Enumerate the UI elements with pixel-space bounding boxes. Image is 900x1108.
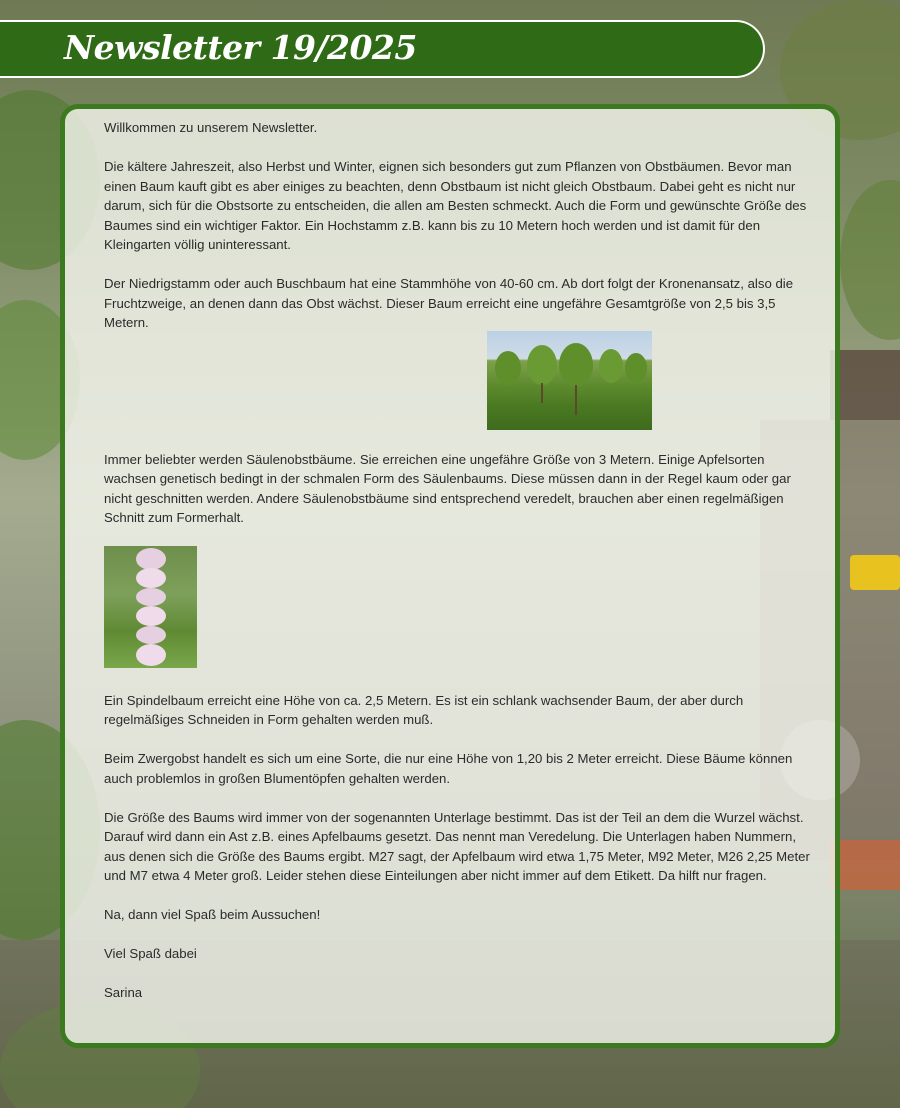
columnar-tree-photo (104, 546, 197, 668)
paragraph-buschbaum: Der Niedrigstamm oder auch Buschbaum hat eine Stammhöhe von 40-60 cm. Ab dort folgt der Kronenansatz, also die Fruchtzweige, an denen dann das Obst wächst. Dieser Baum erreicht eine ungefähre Gesamtgröße von 2,5 bis 3,5 Metern. (104, 276, 794, 330)
paragraph-zwergobst: Beim Zwergobst handelt es sich um eine Sorte, die nur eine Höhe von 1,20 bis 2 Meter erreicht. Diese Bäume können auch problemlos in großen Blumentöpfen gehalten werden. (104, 751, 793, 786)
paragraph-saeulenobst: Immer beliebter werden Säulenobstbäume. Sie erreichen eine ungefähre Größe von 3 Metern. Einige Apfelsorten wachsen genetisch bedingt in der schmalen Form des Säulenbaums. Diese müssen dann in der Regel kaum oder gar nicht geschnitten werden. Andere Säulenobstbäume sind entsprechend veredelt, brauchen aber einen regelmäßigen Schnitt zum Formerhalt. (104, 451, 791, 525)
closing-wish: Viel Spaß dabei (104, 946, 197, 961)
newsletter-title: Newsletter 19/2025 (64, 28, 417, 67)
newsletter-body (104, 118, 814, 1003)
closing-line: Na, dann viel Spaß beim Aussuchen! (104, 907, 321, 922)
signature: Sarina (104, 985, 143, 1000)
paragraph-spindelbaum: Ein Spindelbaum erreicht eine Höhe von ca. 2,5 Metern. Es ist ein schlank wachsender Baum, der aber durch regelmäßiges Schneiden in Form gehalten werden muß. (104, 692, 744, 727)
orchard-photo (487, 331, 652, 430)
paragraph-unterlage: Die Größe des Baums wird immer von der sogenannten Unterlage bestimmt. Das ist der Teil an dem die Wurzel wächst. Darauf wird dann ein Ast z.B. eines Apfelbaums gesetzt. Das nennt man Veredelung. Die Unterlagen haben Nummern, aus denen sich die Größe des Baums ergibt. M27 sagt, der Apfelbaum wird etwa 1,75 Meter, M92 Meter, M26 2,25 Meter und M7 etwa 4 Meter groß. Leider stehen diese Einteilungen aber nicht immer auf dem Etikett. Da hilft nur fragen. (104, 809, 810, 883)
paragraph-intro: Die kältere Jahreszeit, also Herbst und Winter, eignen sich besonders gut zum Pflanzen von Obstbäumen. Bevor man einen Baum kauft gibt es aber einiges zu beachten, denn Obstbaum ist nicht gleich Obstbaum. Dabei geht es nicht nur darum, sich für die Obstsorte zu entscheiden, die allen am Besten schmeckt. Auch die Form und gewünschte Größe des Baumes sind ein wichtiger Faktor. Ein Hochstamm z.B. kann bis zu 10 Metern hoch werden und ist damit für den Kleingarten völlig uninteressant. (104, 159, 807, 252)
greeting: Willkommen zu unserem Newsletter. (104, 120, 318, 135)
